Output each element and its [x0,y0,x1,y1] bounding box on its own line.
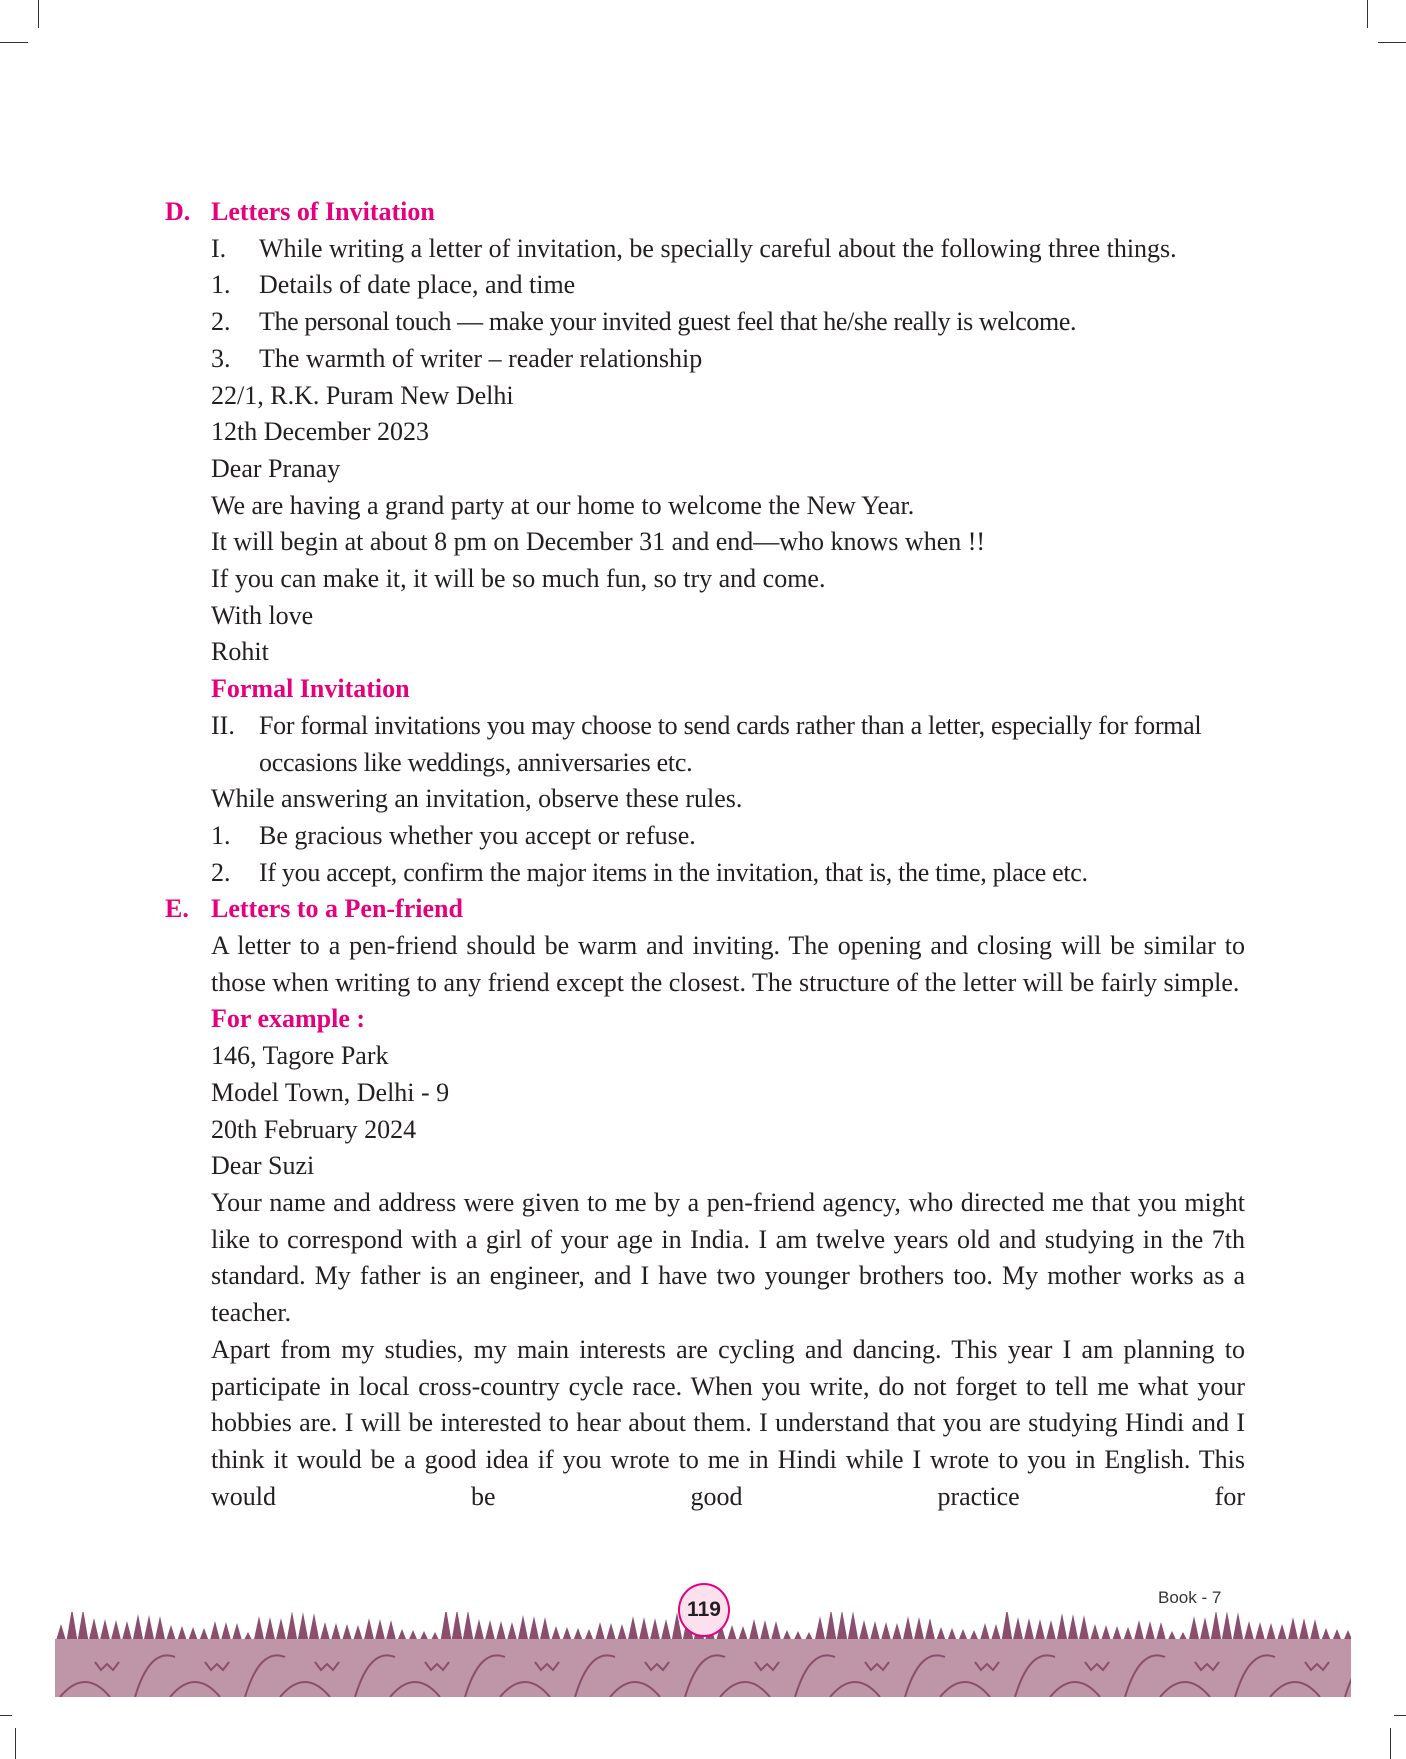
crop-mark [1378,42,1406,43]
crop-mark [1394,1715,1406,1716]
rule-item: 2. If you accept, confirm the major items in the invitation, that is, the time, place etc. [211,857,1088,887]
letter-line: It will begin at about 8 pm on December 31 and end—who knows when !! [211,527,986,557]
section-d-heading: D. Letters of Invitation [165,197,435,226]
crop-mark [15,1728,16,1759]
list-item: 2. The personal touch — make your invited guest feel that he/she really is welcome. [211,307,1077,337]
page-number: 119 [678,1583,730,1637]
rule-item: 1. Be gracious whether you accept or refuse. [211,820,696,850]
list-item: 1. Details of date place, and time [211,270,576,300]
footer-band [55,1639,1351,1697]
address-line: 20th February 2024 [211,1114,417,1144]
crop-mark [38,0,39,28]
section-e-heading: E. Letters to a Pen-friend [165,894,463,924]
list-item: 3. The warmth of writer – reader relationship [211,343,703,373]
rules-intro: While answering an invitation, observe these rules. [211,784,743,814]
example-heading: For example : [211,1004,366,1034]
address-line: 146, Tagore Park [211,1041,389,1071]
letter-line: Dear Pranay [211,453,341,483]
intro-item: I. While writing a letter of invitation, be specially careful about the following three things. [211,233,1177,263]
formal-invitation-heading: Formal Invitation [211,674,410,704]
letter-line: With love [211,600,314,630]
letter-paragraph: Your name and address were given to me by a pen-friend agency, who directed me that you might like to correspond with a girl of your age in India. I am twelve years old and studying in the 7th standard. My father is an engineer, and I have two younger brothers too. My mother works as a teacher. [211,1187,1245,1328]
letter-line: Rohit [211,637,269,667]
crop-mark [0,1715,12,1716]
crop-mark [1367,0,1368,28]
address-line: Model Town, Delhi - 9 [211,1077,450,1107]
letter-line: If you can make it, it will be so much fun, so try and come. [211,564,826,594]
book-label: Book - 7 [1158,1588,1222,1607]
pen-friend-intro: A letter to a pen-friend should be warm and inviting. The opening and closing will be similar to those when writing to any friend except the closest. The structure of the letter will be fairly simple. [211,931,1245,997]
crop-mark [1390,1728,1391,1759]
letter-line: We are having a grand party at our home to welcome the New Year. [211,490,915,520]
formal-item: II. For formal invitations you may choose to send cards rather than a letter, especially for formal occasions like weddings, anniversaries etc. [211,710,1202,777]
crop-mark [0,42,28,43]
letter-line: 22/1, R.K. Puram New Delhi [211,380,514,410]
letter-paragraph: Apart from my studies, my main interests are cycling and dancing. This year I am planning to participate in local cross-country cycle race. When you write, do not forget to tell me what your hobbies are. I will be interested to hear about them. I understand that you are studying Hindi and I think it would be a good idea if you wrote to me in Hindi while I wrote to you in English. This would be good practice for [211,1334,1245,1511]
letter-line: 12th December 2023 [211,417,430,447]
salutation: Dear Suzi [211,1151,315,1181]
page-content [165,194,1245,1515]
